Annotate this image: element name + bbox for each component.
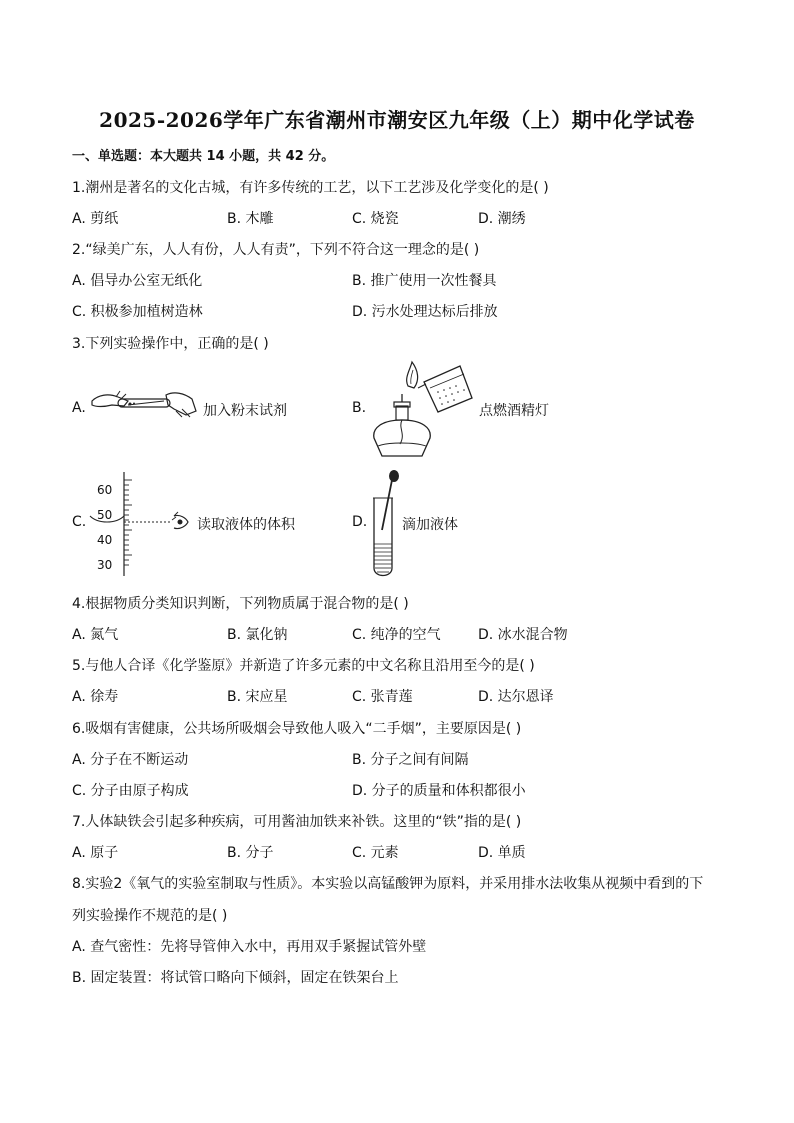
cylinder-tick-40: 40: [97, 533, 113, 547]
q2-option-a[interactable]: A. 倡导办公室无纸化: [72, 273, 203, 289]
dropper-test-tube-illustration-icon: [370, 468, 400, 580]
q3-option-d[interactable]: D.: [352, 514, 368, 530]
cylinder-tick-50: 50: [97, 508, 113, 522]
q7-option-b[interactable]: B. 分子: [227, 845, 274, 861]
question-6-stem: 6.吸烟有害健康，公共场所吸烟会导致他人吸入“二手烟”，主要原因是( ): [72, 721, 522, 737]
q3-option-a[interactable]: A.: [72, 400, 86, 416]
q3-caption-b: 点燃酒精灯: [479, 403, 549, 419]
cylinder-scale-labels: [97, 478, 117, 578]
q7-option-d[interactable]: D. 单质: [478, 845, 526, 861]
q6-option-a[interactable]: A. 分子在不断运动: [72, 752, 189, 768]
q7-option-a[interactable]: A. 原子: [72, 845, 119, 861]
q4-option-c[interactable]: C. 纯净的空气: [352, 627, 441, 643]
page-title: 2025-2026学年广东省潮州市潮安区九年级（上）期中化学试卷: [99, 108, 695, 132]
q5-option-a[interactable]: A. 徐寿: [72, 689, 119, 705]
q2-option-b[interactable]: B. 推广使用一次性餐具: [352, 273, 497, 289]
question-4-stem: 4.根据物质分类知识判断，下列物质属于混合物的是( ): [72, 596, 409, 612]
q6-option-c[interactable]: C. 分子由原子构成: [72, 783, 189, 799]
q1-option-b[interactable]: B. 木雕: [227, 211, 274, 227]
q4-option-b[interactable]: B. 氯化钠: [227, 627, 288, 643]
q8-option-b[interactable]: B. 固定装置：将试管口略向下倾斜，固定在铁架台上: [72, 970, 399, 986]
q5-option-c[interactable]: C. 张青莲: [352, 689, 413, 705]
q3-option-b[interactable]: B.: [352, 400, 367, 416]
q2-option-d[interactable]: D. 污水处理达标后排放: [352, 304, 498, 320]
q6-option-b[interactable]: B. 分子之间有间隔: [352, 752, 469, 768]
alcohol-lamp-illustration-icon: [368, 358, 478, 462]
q4-option-d[interactable]: D. 冰水混合物: [478, 627, 568, 643]
question-1-stem: 1.潮州是著名的文化古城，有许多传统的工艺，以下工艺涉及化学变化的是( ): [72, 180, 549, 196]
q3-caption-d: 滴加液体: [402, 517, 458, 533]
section-heading: 一、单选题：本大题共 14 小题，共 42 分。: [72, 149, 335, 164]
q3-option-c[interactable]: C.: [72, 514, 87, 530]
q1-option-a[interactable]: A. 剪纸: [72, 211, 119, 227]
question-3-stem: 3.下列实验操作中，正确的是( ): [72, 336, 269, 352]
cylinder-tick-30: 30: [97, 558, 113, 572]
question-5-stem: 5.与他人合译《化学鉴原》并新造了许多元素的中文名称且沿用至今的是( ): [72, 658, 535, 674]
question-7-stem: 7.人体缺铁会引起多种疾病，可用酱油加铁来补铁。这里的“铁”指的是( ): [72, 814, 522, 830]
q5-option-b[interactable]: B. 宋应星: [227, 689, 288, 705]
q5-option-d[interactable]: D. 达尔恩译: [478, 689, 554, 705]
q1-option-d[interactable]: D. 潮绣: [478, 211, 526, 227]
q8-option-a[interactable]: A. 查气密性：先将导管伸入水中，再用双手紧握试管外壁: [72, 939, 427, 955]
powder-addition-illustration-icon: [88, 385, 200, 425]
question-2-stem: 2.“绿美广东，人人有份，人人有责”，下列不符合这一理念的是( ): [72, 242, 480, 258]
q3-caption-a: 加入粉末试剂: [203, 403, 287, 419]
q7-option-c[interactable]: C. 元素: [352, 845, 399, 861]
q6-option-d[interactable]: D. 分子的质量和体积都很小: [352, 783, 526, 799]
q3-caption-c: 读取液体的体积: [197, 517, 295, 533]
question-8-stem: 8.实验2《氧气的实验室制取与性质》。本实验以高锰酸钾为原料，并采用排水法收集从视频中看到的下: [72, 876, 704, 892]
q2-option-c[interactable]: C. 积极参加植树造林: [72, 304, 203, 320]
cylinder-tick-60: 60: [97, 483, 113, 497]
question-8-stem-continued: 列实验操作不规范的是( ): [72, 908, 228, 924]
q1-option-c[interactable]: C. 烧瓷: [352, 211, 399, 227]
q4-option-a[interactable]: A. 氮气: [72, 627, 119, 643]
